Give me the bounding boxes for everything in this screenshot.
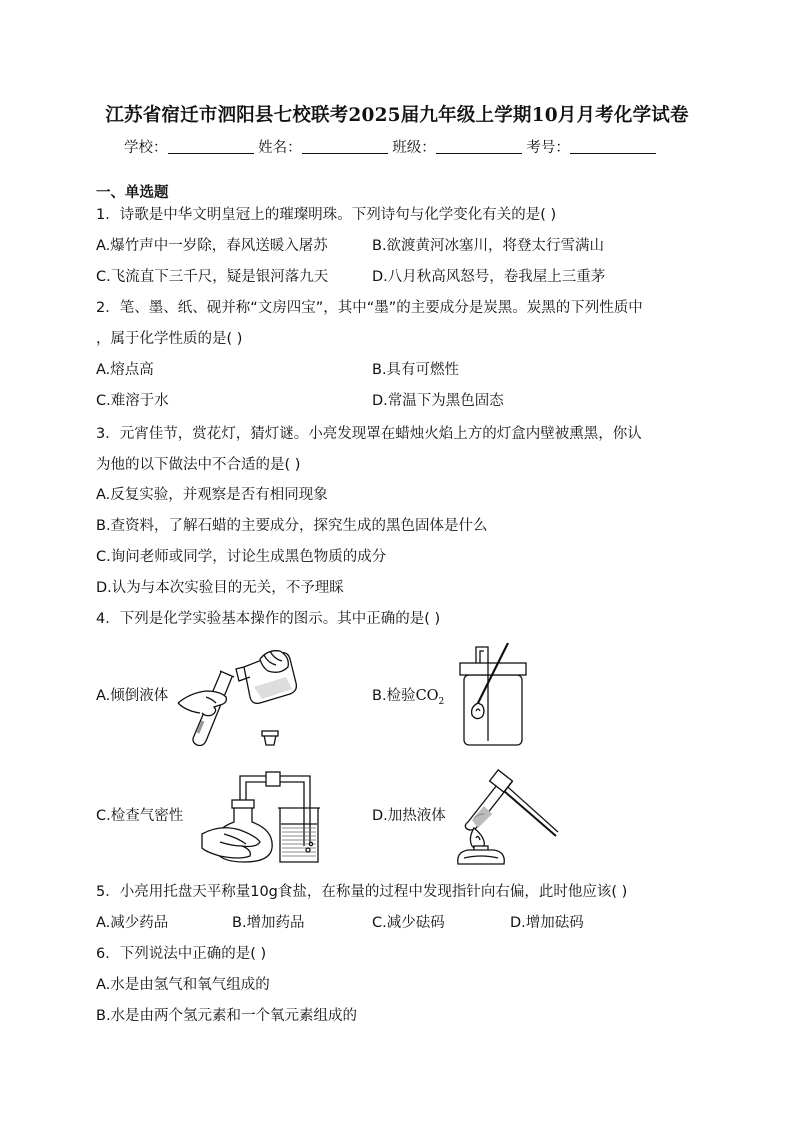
q5-option-d[interactable]: D.增加砝码 xyxy=(510,915,584,931)
q1-stem: 1．诗歌是中华文明皇冠上的璀璨明珠。下列诗句与化学变化有关的是( ) xyxy=(96,207,557,223)
q6-option-a[interactable]: A.水是由氢气和氧气组成的 xyxy=(96,977,270,993)
q5-option-a[interactable]: A.减少药品 xyxy=(96,915,169,931)
co2-formula: $CO_2$ xyxy=(415,688,445,707)
figure-check-airtightness xyxy=(200,764,322,864)
q3-option-b[interactable]: B.查资料，了解石蜡的主要成分，探究生成的黑色固体是什么 xyxy=(96,518,488,534)
class-label: 班级： xyxy=(392,140,436,156)
q3-stem-line2: 为他的以下做法中不合适的是( ) xyxy=(96,457,301,473)
q5-stem: 5．小亮用托盘天平称量10g食盐，在称量的过程中发现指针向右偏，此时他应该( ) xyxy=(96,884,628,900)
student-info-line xyxy=(124,136,656,157)
figure-heating-liquid xyxy=(444,762,560,868)
q3-option-c[interactable]: C.询问老师或同学，讨论生成黑色物质的成分 xyxy=(96,549,387,565)
figure-pouring-liquid xyxy=(176,641,308,749)
name-blank[interactable] xyxy=(302,139,388,154)
q3-stem-line1: 3．元宵佳节，赏花灯，猜灯谜。小亮发现罩在蜡烛火焰上方的灯盒内壁被熏黑，你认 xyxy=(96,426,642,442)
q2-option-d[interactable]: D.常温下为黑色固态 xyxy=(372,393,504,409)
q4-option-c[interactable]: C.检查气密性 xyxy=(96,808,184,824)
number-blank[interactable] xyxy=(570,139,656,154)
q1-option-b[interactable]: B.欲渡黄河冰塞川，将登太行雪满山 xyxy=(372,238,605,254)
number-label: 考号： xyxy=(526,140,570,156)
q6-option-b[interactable]: B.水是由两个氢元素和一个氧元素组成的 xyxy=(96,1008,358,1024)
q2-option-a[interactable]: A.熔点高 xyxy=(96,362,154,378)
q4-option-b-label: B.检验 xyxy=(372,688,416,704)
q2-option-c[interactable]: C.难溶于水 xyxy=(96,393,169,409)
q1-option-a[interactable]: A.爆竹声中一岁除，春风送暖入屠苏 xyxy=(96,238,328,254)
q4-option-a[interactable]: A.倾倒液体 xyxy=(96,688,169,704)
q5-option-b[interactable]: B.增加药品 xyxy=(232,915,305,931)
q2-stem-line2: ，属于化学性质的是( ) xyxy=(96,331,243,347)
figure-test-co2 xyxy=(456,641,528,749)
section-heading: 一、单选题 xyxy=(96,185,169,201)
q4-option-d[interactable]: D.加热液体 xyxy=(372,808,446,824)
q6-stem: 6．下列说法中正确的是( ) xyxy=(96,946,267,962)
q2-stem-line1: 2．笔、墨、纸、砚并称“文房四宝”，其中“墨”的主要成分是炭黑。炭黑的下列性质中 xyxy=(96,300,643,316)
name-label: 姓名： xyxy=(258,140,302,156)
class-blank[interactable] xyxy=(436,139,522,154)
q2-option-b[interactable]: B.具有可燃性 xyxy=(372,362,460,378)
school-blank[interactable] xyxy=(168,139,254,154)
school-label: 学校： xyxy=(124,140,168,156)
q3-option-a[interactable]: A.反复实验，并观察是否有相同现象 xyxy=(96,487,328,503)
q1-option-d[interactable]: D.八月秋高风怒号，卷我屋上三重茅 xyxy=(372,269,606,285)
q5-option-c[interactable]: C.减少砝码 xyxy=(372,915,445,931)
q1-option-c[interactable]: C.飞流直下三千尺，疑是银河落九天 xyxy=(96,269,329,285)
q4-stem: 4．下列是化学实验基本操作的图示。其中正确的是( ) xyxy=(96,611,441,627)
exam-title: 江苏省宿迁市泗阳县七校联考2025届九年级上学期10月月考化学试卷 xyxy=(105,105,689,126)
q3-option-d[interactable]: D.认为与本次实验目的无关，不予理睬 xyxy=(96,580,344,596)
q4-option-b[interactable] xyxy=(372,686,444,712)
